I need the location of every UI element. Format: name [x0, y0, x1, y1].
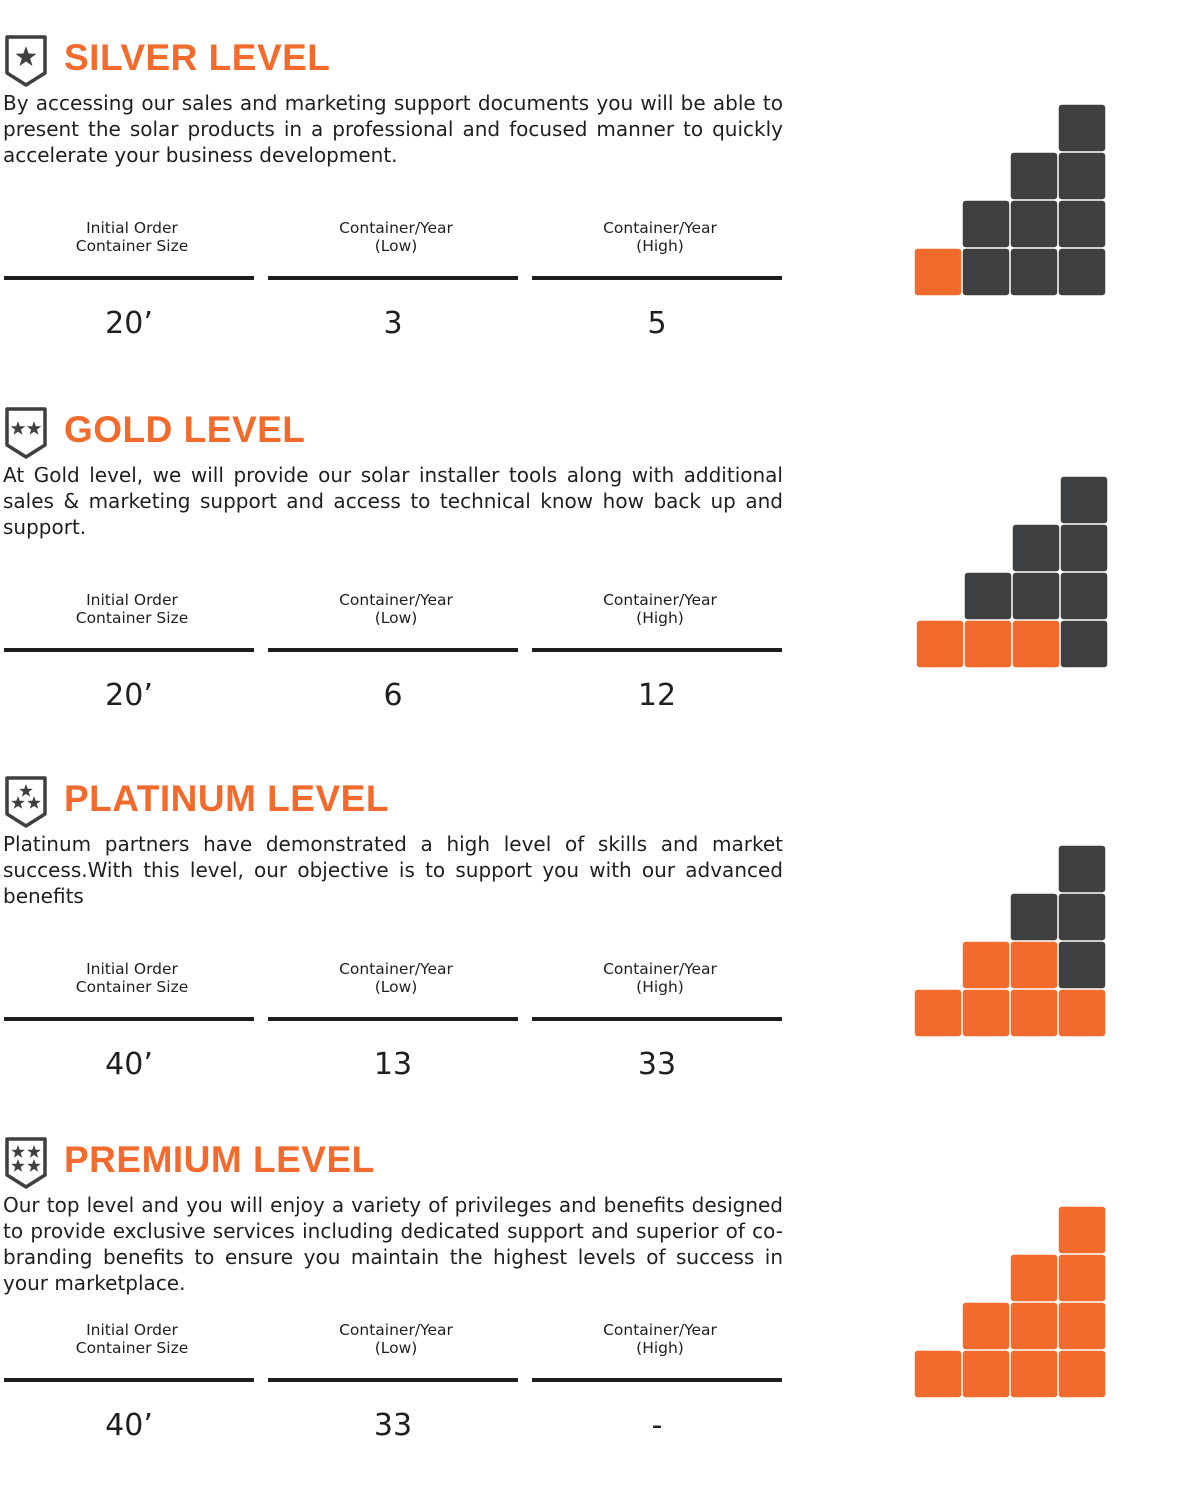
- stair-block-empty: [1059, 846, 1106, 893]
- column-divider: [268, 648, 518, 652]
- column-divider: [4, 648, 254, 652]
- stair-block-filled: [915, 249, 962, 296]
- stair-block-empty: [963, 249, 1010, 296]
- four-star-shield-icon: [4, 1136, 48, 1190]
- column-divider: [532, 1017, 782, 1021]
- column-header-line: (Low): [374, 1339, 418, 1357]
- column-header-line: Initial Order: [86, 960, 178, 978]
- column-divider: [4, 1378, 254, 1382]
- level-description: By accessing our sales and marketing support documents you will be able to present the solar products in a professional and focused manner to quickly accelerate your business development.: [3, 91, 783, 167]
- column-divider: [4, 276, 254, 280]
- column-header: [271, 219, 521, 255]
- level-section-premium: [0, 1136, 1200, 1506]
- column-header-line: Initial Order: [86, 591, 178, 609]
- stair-block-empty: [1059, 105, 1106, 152]
- column-divider: [268, 276, 518, 280]
- two-star-shield-icon: [4, 406, 48, 460]
- level-title: SILVER LEVEL: [64, 37, 331, 78]
- column-value: -: [651, 1408, 663, 1443]
- stair-block-filled: [915, 990, 962, 1037]
- level-section-gold: [0, 406, 1200, 776]
- stair-block-empty: [1011, 153, 1058, 200]
- column-header-line: (High): [636, 237, 684, 255]
- stair-block-empty: [1013, 573, 1060, 620]
- level-staircase-graphic: [916, 476, 1108, 668]
- column-header-line: (High): [636, 609, 684, 627]
- stair-block-empty: [965, 573, 1012, 620]
- stair-block-filled: [915, 1351, 962, 1398]
- level-title: GOLD LEVEL: [64, 409, 306, 450]
- column-header-line: Container/Year: [339, 219, 453, 237]
- stair-block-filled: [1059, 1207, 1106, 1254]
- stair-block-empty: [1059, 201, 1106, 248]
- column-header: [535, 219, 785, 255]
- column-value: 13: [373, 1047, 413, 1082]
- column-value: 3: [383, 306, 403, 341]
- column-divider: [268, 1017, 518, 1021]
- stair-block-filled: [963, 1351, 1010, 1398]
- column-header: [535, 591, 785, 627]
- three-star-shield-icon: [4, 775, 48, 829]
- column-value: 6: [383, 678, 403, 713]
- column-value: 40’: [105, 1047, 153, 1082]
- stair-block-filled: [1011, 1303, 1058, 1350]
- column-header: [7, 591, 257, 627]
- column-header: [7, 219, 257, 255]
- level-title: PLATINUM LEVEL: [64, 778, 389, 819]
- stair-block-empty: [963, 201, 1010, 248]
- column-header-line: (Low): [374, 237, 418, 255]
- column-value: 20’: [105, 678, 153, 713]
- column-divider: [532, 276, 782, 280]
- stair-block-filled: [1011, 990, 1058, 1037]
- level-description: At Gold level, we will provide our solar installer tools along with additional sales & marketing support and access to technical know how back up and support.: [3, 463, 783, 539]
- stair-block-filled: [1059, 1255, 1106, 1302]
- column-header-line: Container/Year: [339, 960, 453, 978]
- level-staircase-graphic: [914, 1206, 1106, 1398]
- stair-block-empty: [1061, 573, 1108, 620]
- column-header-line: Container/Year: [603, 591, 717, 609]
- column-value: 33: [637, 1047, 677, 1082]
- column-header-line: Initial Order: [86, 1321, 178, 1339]
- column-header: [535, 1321, 785, 1357]
- column-header-line: Container/Year: [603, 960, 717, 978]
- stair-block-filled: [965, 621, 1012, 668]
- stair-block-empty: [1059, 153, 1106, 200]
- stair-block-empty: [1059, 942, 1106, 989]
- column-header: [535, 960, 785, 996]
- column-header-line: Container/Year: [339, 591, 453, 609]
- column-header-line: Container/Year: [603, 1321, 717, 1339]
- stair-block-empty: [1061, 621, 1108, 668]
- column-value: 12: [637, 678, 677, 713]
- stair-block-empty: [1011, 894, 1058, 941]
- level-description: Platinum partners have demonstrated a high level of skills and market success.With this level, our objective is to support you with our advanced benefits: [3, 832, 783, 908]
- column-header-line: (Low): [374, 978, 418, 996]
- column-divider: [4, 1017, 254, 1021]
- column-value: 20’: [105, 306, 153, 341]
- level-section-platinum: [0, 775, 1200, 1145]
- stair-block-filled: [1059, 1303, 1106, 1350]
- column-value: 33: [373, 1408, 413, 1443]
- level-description: Our top level and you will enjoy a variety of privileges and benefits designed to provide exclusive services including dedicated support and superior of co-branding benefits to ensure you maintain the highest levels of success in your marketplace.: [3, 1193, 783, 1295]
- column-header-line: Container Size: [75, 237, 189, 255]
- column-divider: [532, 1378, 782, 1382]
- column-header: [271, 591, 521, 627]
- column-header-line: (Low): [374, 609, 418, 627]
- column-value: 40’: [105, 1408, 153, 1443]
- stair-block-filled: [963, 1303, 1010, 1350]
- column-divider: [532, 648, 782, 652]
- column-header-line: (High): [636, 978, 684, 996]
- column-header-line: Container/Year: [603, 219, 717, 237]
- stair-block-empty: [1059, 894, 1106, 941]
- stair-block-filled: [1013, 621, 1060, 668]
- column-header-line: Container/Year: [339, 1321, 453, 1339]
- column-header: [7, 1321, 257, 1357]
- stair-block-empty: [1059, 249, 1106, 296]
- stair-block-filled: [1011, 1255, 1058, 1302]
- column-header-line: Container Size: [75, 609, 189, 627]
- column-header-line: Container Size: [75, 1339, 189, 1357]
- level-staircase-graphic: [914, 845, 1106, 1037]
- stair-block-filled: [1011, 1351, 1058, 1398]
- stair-block-filled: [963, 942, 1010, 989]
- column-divider: [268, 1378, 518, 1382]
- stair-block-empty: [1061, 477, 1108, 524]
- column-header: [7, 960, 257, 996]
- column-header: [271, 960, 521, 996]
- column-header-line: Initial Order: [86, 219, 178, 237]
- stair-block-empty: [1013, 525, 1060, 572]
- level-title: PREMIUM LEVEL: [64, 1139, 375, 1180]
- stair-block-filled: [917, 621, 964, 668]
- stair-block-empty: [1011, 249, 1058, 296]
- level-section-silver: [0, 34, 1200, 404]
- column-header: [271, 1321, 521, 1357]
- level-staircase-graphic: [914, 104, 1106, 296]
- column-value: 5: [647, 306, 667, 341]
- stair-block-empty: [1061, 525, 1108, 572]
- stair-block-empty: [1011, 201, 1058, 248]
- one-star-shield-icon: [4, 34, 48, 88]
- stair-block-filled: [963, 990, 1010, 1037]
- stair-block-filled: [1059, 990, 1106, 1037]
- column-header-line: Container Size: [75, 978, 189, 996]
- column-header-line: (High): [636, 1339, 684, 1357]
- stair-block-filled: [1011, 942, 1058, 989]
- stair-block-filled: [1059, 1351, 1106, 1398]
